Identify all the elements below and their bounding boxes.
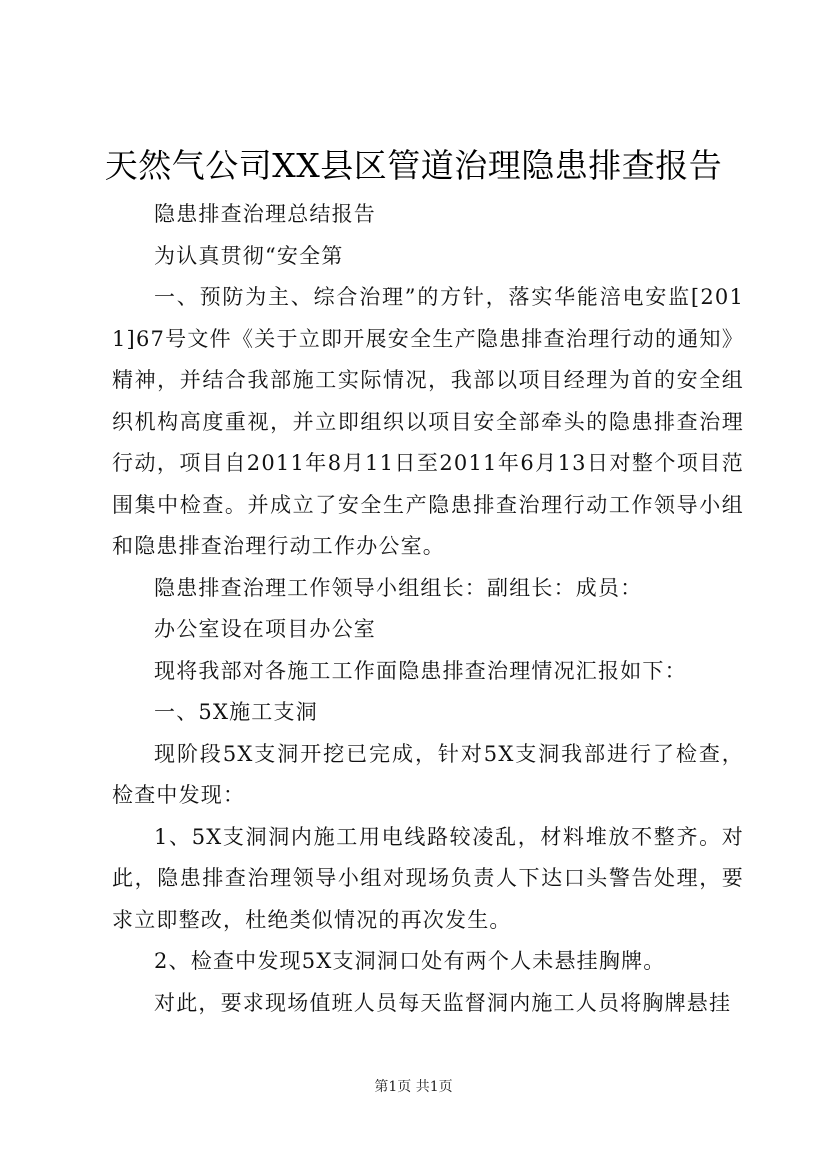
paragraph: 对此，要求现场值班人员每天监督洞内施工人员将胸牌悬挂	[154, 990, 732, 1015]
paragraph: 为认真贯彻“安全第	[154, 243, 344, 268]
paragraph: 现将我部对各施工工作面隐患排查治理情况汇报如下：	[154, 658, 687, 683]
paragraph: 隐患排查治理工作领导小组组长：副组长：成员：	[154, 575, 643, 600]
paragraph: 2、检查中发现5X支洞洞口处有两个人未悬挂胸牌。	[154, 949, 666, 973]
paragraph: 现阶段5X支洞开挖已完成，针对5X支洞我部进行了检查，检查中发现：	[112, 741, 744, 807]
paragraph: 隐患排查治理总结报告	[154, 202, 376, 226]
section-heading: 一、5X施工支洞	[154, 700, 318, 724]
paragraph: 1、5X支洞洞内施工用电线路较凌乱，材料堆放不整齐。对此，隐患排查治理领导小组对现场负责人下达口头警告处理，要求立即整改，杜绝类似情况的再次发生。	[112, 824, 744, 932]
document-body	[112, 194, 744, 1024]
paragraph: 办公室设在项目办公室	[154, 617, 376, 641]
document-title: 天然气公司XX县区管道治理隐患排查报告	[104, 146, 723, 185]
paragraph: 一、预防为主、综合治理”的方针，落实华能涪电安监[2011]67号文件《关于立即开展安全生产隐患排查治理行动的通知》精神，并结合我部施工实际情况，我部以项目经理为首的安全组织机构高度重视，并立即组织以项目安全部牵头的隐患排查治理行动，项目自2011年8月11日至2011年6月13日对整个项目范围集中检查。并成立了安全生产隐患排查治理行动工作领导小组和隐患排查治理行动工作办公室。	[112, 285, 744, 558]
page-number-footer: 第1页 共1页	[374, 1079, 453, 1095]
